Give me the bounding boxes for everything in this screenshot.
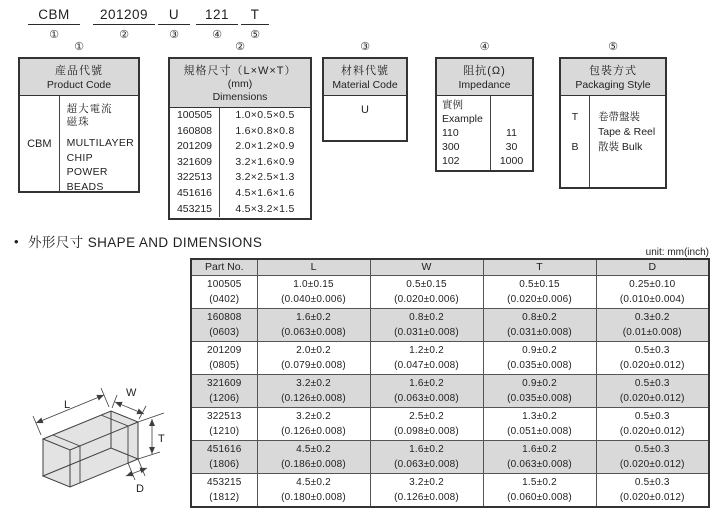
table-cell: 321609 (1206) [191,374,257,407]
part-number-text: 121 [196,7,238,25]
column-header: Part No. [191,259,257,275]
spec-title-mm: (mm) [227,78,253,90]
text-line [561,125,589,140]
part-number-mark: ⑤ [250,29,260,41]
text-line: 102 [442,155,460,167]
table-row [191,275,709,308]
text-line: 300 [442,141,460,153]
section-title: 外形尺寸 SHAPE AND DIMENSIONS [27,235,263,250]
spec-part-code: 451616 [170,186,220,202]
table-cell: 3.2±0.2 (0.126±0.008) [370,473,483,507]
spec-part-code: 321609 [170,155,220,171]
table-cell: 453215 (1812) [191,473,257,507]
text-line [491,112,532,126]
impedance-header [437,59,532,96]
text-line: Tape & Reel [598,126,656,138]
text-line: 超大電流 [66,103,113,115]
text-line: Example [442,113,483,125]
part-number-text: 201209 [93,7,155,25]
impedance-examples [437,96,491,170]
column-header: L [257,259,370,275]
product-code-title-zh: 産品代號 [55,65,103,77]
table-cell: 0.5±0.15 (0.020±0.006) [370,275,483,308]
table-cell: 0.5±0.3 (0.020±0.012) [596,374,709,407]
table-cell: 1.6±0.2 (0.063±0.008) [257,308,370,341]
table-cell: 0.8±0.2 (0.031±0.008) [483,308,596,341]
table-label-2: ② [235,41,245,53]
material-title-zh: 材料代號 [341,65,389,77]
product-code-title-en: Product Code [46,79,112,91]
text-line: 實例 [442,99,463,111]
table-cell: 3.2±0.2 (0.126±0.008) [257,407,370,440]
dims-table-body [191,275,709,507]
product-code-value: CBM [20,96,60,191]
table-row [170,186,310,202]
table-cell: 1.6±0.2 (0.063±0.008) [370,374,483,407]
packaging-title-en: Packaging Style [575,79,651,91]
table-label-4: ④ [479,41,490,53]
spec-dimensions: 1.6×0.8×0.8 [235,124,295,137]
part-number-segment [93,7,155,41]
table-cell: 0.9±0.2 (0.035±0.008) [483,341,596,374]
part-number-mark: ③ [169,29,179,41]
spec-dimensions: 3.2×1.6×0.9 [235,155,295,168]
spec-part-code: 322513 [170,170,220,186]
text-line: 30 [505,141,518,153]
spec-table-body [170,108,310,218]
table-row [191,374,709,407]
material-title-en: Material Code [332,79,398,91]
table-row [170,108,310,124]
material-header [324,59,406,96]
text-line: 磁珠 [66,116,90,128]
product-code-table [18,40,140,193]
table-row [170,155,310,171]
text-line: MULTILAYER [66,137,134,149]
impedance-title-en: Impedance [458,79,511,91]
spec-title-zh: 規格尺寸（L×W×T） [183,65,297,77]
text-line: CHIP POWER [66,151,108,178]
table-cell: 0.3±0.2 (0.01±0.008) [596,308,709,341]
product-code-header [20,59,138,96]
table-cell: 2.5±0.2 (0.098±0.008) [370,407,483,440]
spec-part-code: 100505 [170,108,220,124]
table-cell: 0.5±0.15 (0.020±0.006) [483,275,596,308]
text-line: T [571,111,579,123]
column-header: W [370,259,483,275]
table-cell: 0.9±0.2 (0.035±0.008) [483,374,596,407]
packaging-codes [561,96,590,187]
table-row [170,170,310,186]
table-cell: 160808 (0603) [191,308,257,341]
bullet-icon: • [14,233,19,249]
shape-diagram [20,382,192,517]
text-line: 卷帶盤裝 [598,111,640,123]
spec-dimensions: 1.0×0.5×0.5 [235,109,295,121]
part-number-mark: ② [119,29,129,41]
spec-dimensions: 3.2×2.5×1.3 [235,171,295,184]
table-cell: 100505 (0402) [191,275,257,308]
table-cell: 4.5±0.2 (0.180±0.008) [257,473,370,507]
text-line: 11 [506,127,517,139]
table-cell: 2.0±0.2 (0.079±0.008) [257,341,370,374]
dimension-label-l: L [64,399,71,411]
impedance-table [435,40,534,172]
table-row [191,407,709,440]
table-row [170,139,310,155]
spec-dimensions: 4.5×3.2×1.5 [235,202,295,215]
table-cell: 0.5±0.3 (0.020±0.012) [596,341,709,374]
text-line: 110 [442,127,459,139]
text-line: 1000 [499,155,524,167]
table-label-5: ⑤ [608,41,618,53]
part-number-segment [241,7,269,41]
spec-part-code: 201209 [170,139,220,155]
table-label-1: ① [74,41,84,53]
table-row [191,440,709,473]
table-row [191,308,709,341]
table-cell: 201209 (0805) [191,341,257,374]
spec-title-en: Dimensions [212,91,268,103]
table-cell: 4.5±0.2 (0.186±0.008) [257,440,370,473]
table-row [170,124,310,140]
dims-table-head-row [191,259,709,275]
table-cell: 0.5±0.3 (0.020±0.012) [596,407,709,440]
spec-part-code: 160808 [170,124,220,140]
table-label-3: ③ [360,41,370,53]
table-cell: 1.5±0.2 (0.060±0.008) [483,473,596,507]
product-code-description [60,96,138,191]
part-number-segment [158,7,190,41]
column-header: T [483,259,596,275]
material-code-table [322,40,408,142]
dimension-label-w: W [126,387,137,399]
table-cell: 0.8±0.2 (0.031±0.008) [370,308,483,341]
table-cell: 0.25±0.10 (0.010±0.004) [596,275,709,308]
part-number-text: T [241,7,269,25]
part-number-mark: ① [49,29,59,41]
table-row [191,473,709,507]
text-line: 散裝 Bulk [598,141,643,153]
part-number-text: CBM [28,7,80,25]
dimensions-table [190,258,710,508]
unit-note: unit: mm(inch) [645,247,709,258]
text-line: BEADS [66,180,104,193]
table-cell: 451616 (1806) [191,440,257,473]
part-number-segment [196,7,238,41]
material-code-value: U [361,104,369,116]
section-heading [14,231,262,251]
part-number-mark: ④ [212,29,222,41]
part-number-segment [28,7,80,41]
column-header: D [596,259,709,275]
table-cell: 0.5±0.3 (0.020±0.012) [596,473,709,507]
packaging-header [561,59,665,96]
spec-table [168,40,312,220]
dimension-label-d: D [136,483,144,495]
table-cell: 1.3±0.2 (0.051±0.008) [483,407,596,440]
table-cell: 322513 (1210) [191,407,257,440]
text-line: B [571,141,579,153]
dimension-label-t: T [158,433,165,445]
table-cell: 1.6±0.2 (0.063±0.008) [370,440,483,473]
packaging-descriptions [590,96,665,187]
table-row [191,341,709,374]
spec-dimensions: 4.5×1.6×1.6 [235,186,295,199]
table-cell: 3.2±0.2 (0.126±0.008) [257,374,370,407]
packaging-title-zh: 包裝方式 [589,65,637,77]
packaging-table [559,40,667,189]
spec-header [170,59,310,108]
table-row [170,202,310,218]
table-cell: 1.6±0.2 (0.063±0.008) [483,440,596,473]
part-number-text: U [158,7,190,25]
text-line [491,98,532,112]
table-cell: 1.2±0.2 (0.047±0.008) [370,341,483,374]
impedance-title-zh: 阻抗(Ω) [463,65,506,77]
spec-part-code: 453215 [170,202,220,218]
table-cell: 1.0±0.15 (0.040±0.006) [257,275,370,308]
impedance-values [491,96,532,170]
table-cell: 0.5±0.3 (0.020±0.012) [596,440,709,473]
spec-dimensions: 2.0×1.2×0.9 [235,140,295,153]
